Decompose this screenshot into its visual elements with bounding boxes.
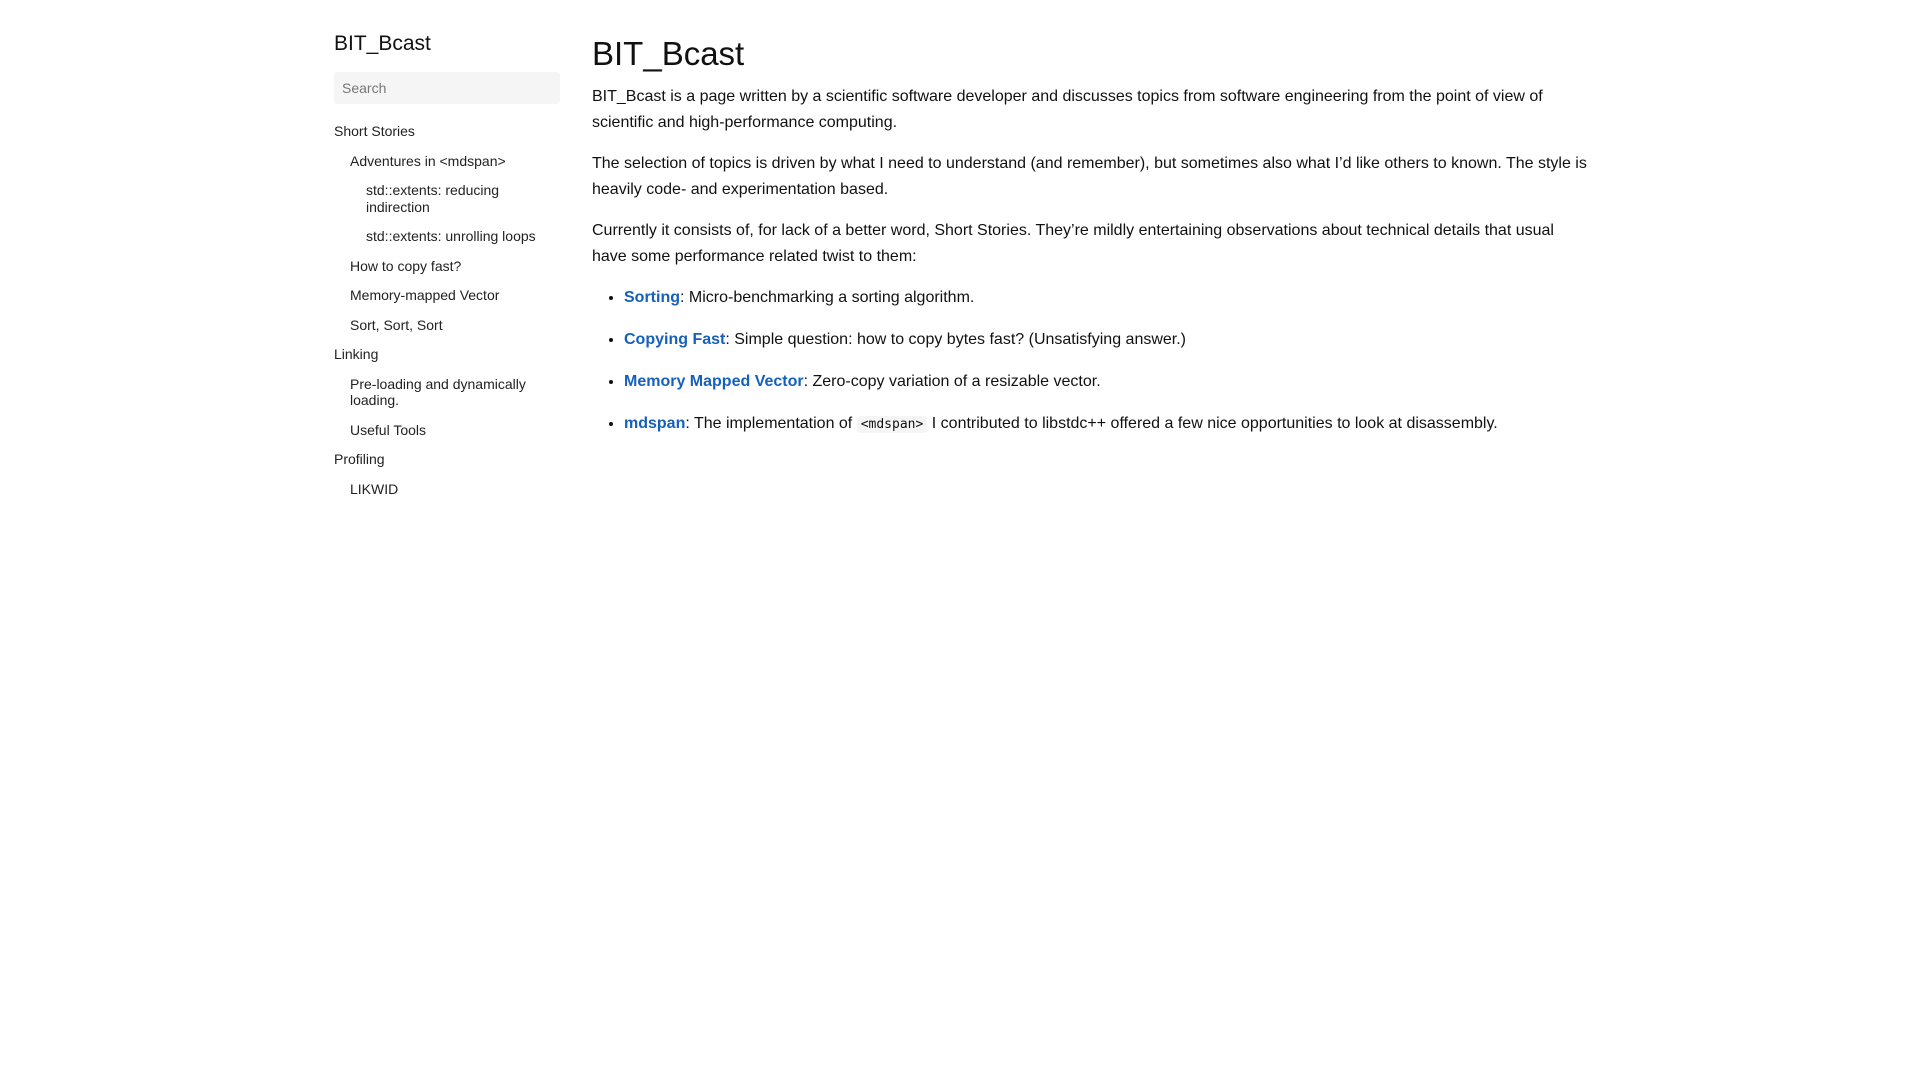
sidebar-item-profiling[interactable]: Profiling <box>334 451 385 467</box>
desc-mdspan-before: : The implementation of <box>685 415 857 432</box>
list-item-copying-fast <box>624 327 1590 353</box>
sidebar-item-preloading[interactable]: Pre-loading and dynamically loading. <box>350 375 526 408</box>
list-item-mdspan <box>624 411 1590 438</box>
search-input[interactable] <box>334 72 560 104</box>
sidebar-item-extents-reducing-indirection[interactable]: std::extents: reducing indirection <box>366 182 500 215</box>
code-mdspan: <mdspan> <box>857 416 928 433</box>
list-item-memory-mapped-vector <box>624 369 1590 395</box>
sidebar-item-likwid[interactable]: LIKWID <box>350 480 399 497</box>
main-content <box>592 20 1590 454</box>
intro-paragraph: BIT_Bcast is a page written by a scientific software developer and discusses topics from software engineering from the point of view of scientific and high-performance computing. <box>592 88 1543 131</box>
sidebar-item-extents-unrolling-loops[interactable]: std::extents: unrolling loops <box>366 228 536 244</box>
desc-copying-fast: : Simple question: how to copy bytes fast? (Unsatisfying answer.) <box>725 331 1187 348</box>
desc-memory-mapped-vector: : Zero-copy variation of a resizable vector. <box>803 373 1101 390</box>
sidebar-item-copy-fast[interactable]: How to copy fast? <box>350 257 462 274</box>
sidebar-item-sort-sort-sort[interactable]: Sort, Sort, Sort <box>350 316 443 333</box>
link-memory-mapped-vector[interactable]: Memory Mapped Vector <box>624 373 804 390</box>
desc-sorting: : Micro-benchmarking a sorting algorithm. <box>680 289 975 306</box>
desc-mdspan-after: I contributed to libstdc++ offered a few nice opportunities to look at disassembly. <box>927 415 1498 432</box>
sidebar-nav <box>334 116 560 503</box>
stories-paragraph: Currently it consists of, for lack of a better word, Short Stories. They’re mildly entertaining observations about technical details that usual have some performance related twist to them: <box>592 222 1554 265</box>
topics-paragraph: The selection of topics is driven by what I need to understand (and remember), but sometimes also what I’d like others to known. The style is heavily code- and experimentation based. <box>592 155 1587 198</box>
link-mdspan[interactable]: mdspan <box>624 415 686 432</box>
site-title-link[interactable]: BIT_Bcast <box>334 32 431 55</box>
sidebar-item-memory-mapped-vector[interactable]: Memory-mapped Vector <box>350 287 500 303</box>
sidebar-item-linking[interactable]: Linking <box>334 346 379 362</box>
list-item-sorting <box>624 285 1590 311</box>
sidebar <box>334 28 560 503</box>
link-sorting[interactable]: Sorting <box>624 289 680 306</box>
page-title: BIT_Bcast <box>592 35 745 72</box>
sidebar-item-short-stories[interactable]: Short Stories <box>334 123 415 139</box>
sidebar-item-adventures-mdspan[interactable]: Adventures in <mdspan> <box>350 152 506 169</box>
stories-list <box>592 285 1590 438</box>
sidebar-item-useful-tools[interactable]: Useful Tools <box>350 421 427 438</box>
link-copying-fast[interactable]: Copying Fast <box>624 331 726 348</box>
